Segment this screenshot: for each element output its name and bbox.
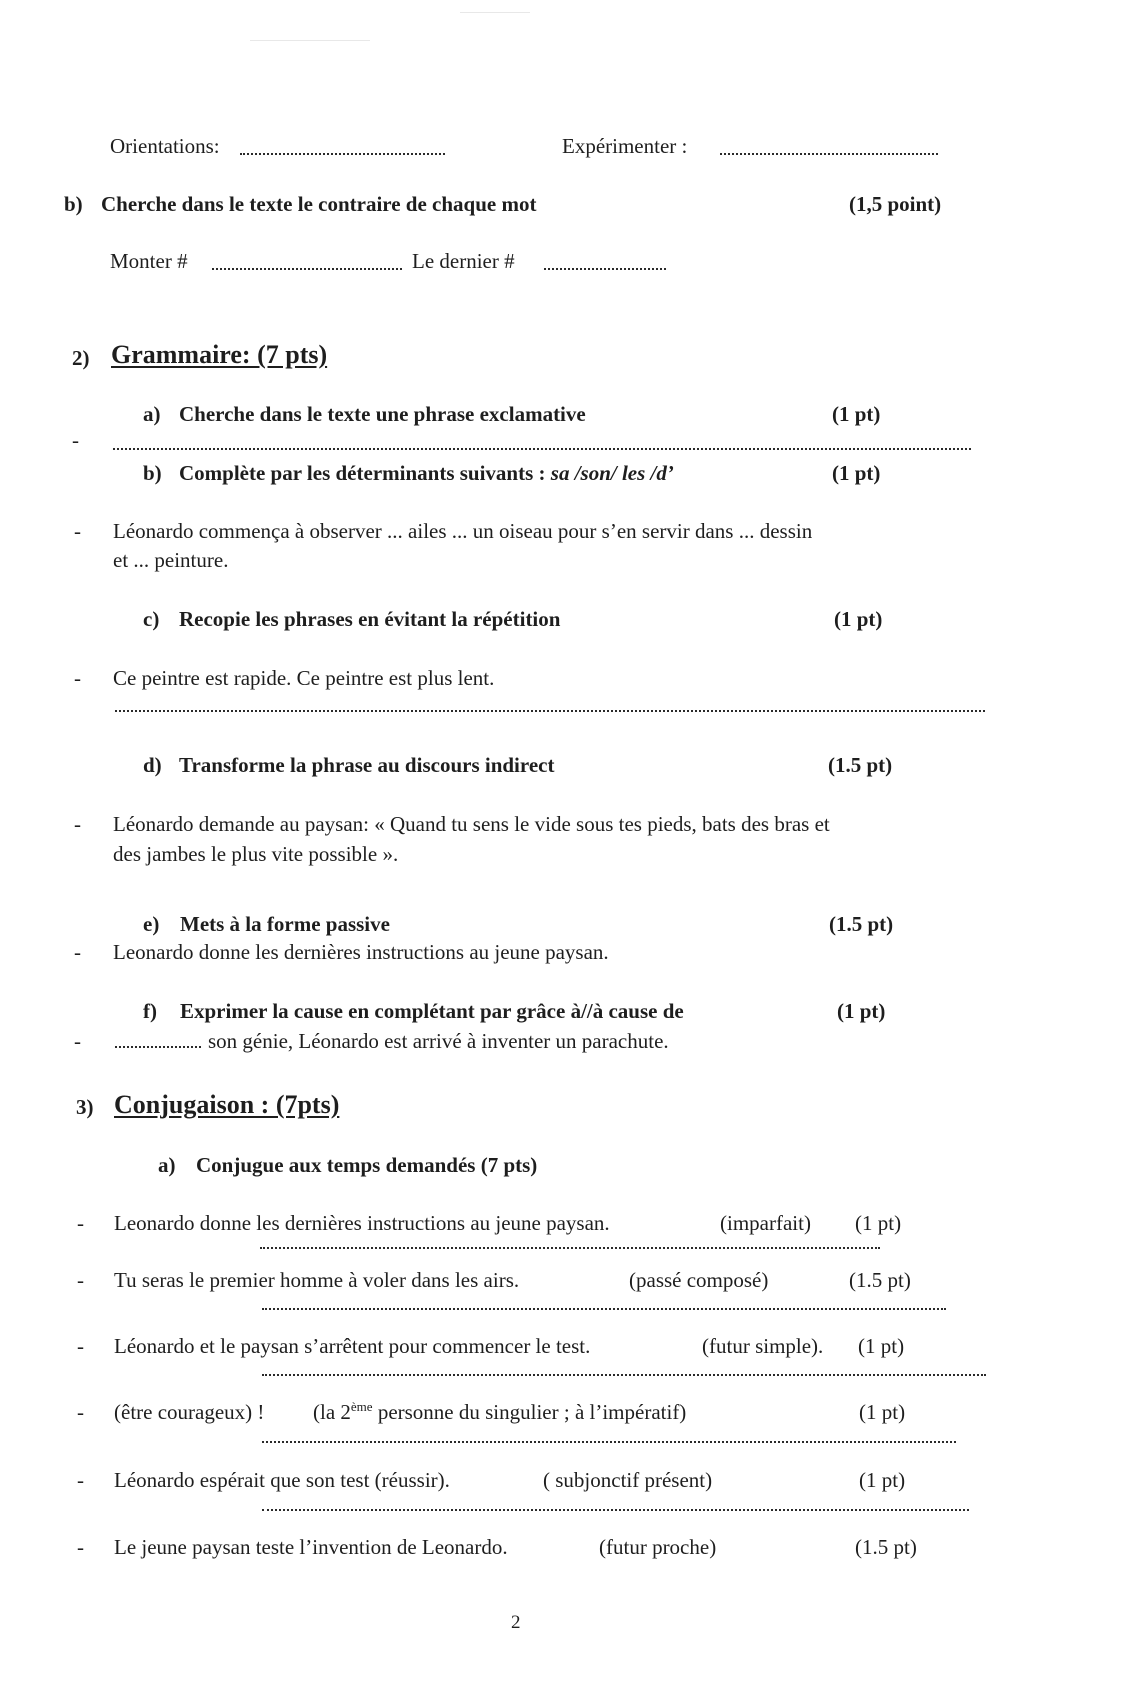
grammaire-c-answer-line xyxy=(115,710,985,712)
conj-item-3-text: Léonardo et le paysan s’arrêtent pour commencer le test. xyxy=(114,1334,591,1358)
grammaire-d-points: (1.5 pt) xyxy=(828,753,893,777)
item-dash: - xyxy=(74,519,81,543)
grammaire-d-line2: des jambes le plus vite possible ». xyxy=(113,842,399,866)
grammaire-e-label: e) xyxy=(143,912,160,936)
item-dash: - xyxy=(74,666,81,690)
grammaire-f-answer-line xyxy=(115,1046,201,1048)
conjugaison-a-text: Conjugue aux temps demandés (7 pts) xyxy=(196,1153,538,1177)
conj-item-2-tense: (passé composé) xyxy=(629,1268,769,1292)
scan-artifact-top xyxy=(460,12,530,13)
grammaire-a-points: (1 pt) xyxy=(832,402,881,426)
conj-item-1-points: (1 pt) xyxy=(855,1211,902,1235)
item-dash: - xyxy=(74,940,81,964)
item-dash: - xyxy=(77,1211,84,1235)
item-dash: - xyxy=(77,1535,84,1559)
grammaire-b-label: b) xyxy=(143,461,162,485)
orientations-answer-line xyxy=(240,153,445,155)
conjugaison-title: Conjugaison : (7pts) xyxy=(114,1090,340,1119)
orientations-label: Orientations: xyxy=(110,134,220,158)
conj-item-4-tense-post: personne du singulier ; à l’impératif) xyxy=(372,1400,687,1424)
conj-item-1-answer-line xyxy=(260,1247,880,1249)
conj-item-5-tense: ( subjonctif présent) xyxy=(543,1468,713,1492)
grammaire-d-line1: Léonardo demande au paysan: « Quand tu sens le vide sous tes pieds, bats des bras et xyxy=(113,812,830,836)
conj-item-4-tense-pre: (la 2 xyxy=(313,1400,351,1424)
grammaire-a-text: Cherche dans le texte une phrase exclamative xyxy=(179,402,586,426)
item-dash: - xyxy=(74,1029,81,1053)
conj-item-2-answer-line xyxy=(262,1308,946,1310)
q1b-label: b) xyxy=(64,192,83,216)
conj-item-4-answer-line xyxy=(262,1441,956,1443)
conj-item-5-points: (1 pt) xyxy=(859,1468,906,1492)
page-number: 2 xyxy=(511,1612,521,1633)
grammaire-f-sentence: son génie, Léonardo est arrivé à inventer un parachute. xyxy=(208,1029,669,1053)
grammaire-f-label: f) xyxy=(143,999,157,1023)
item-dash: - xyxy=(77,1334,84,1358)
opposite-word-1: Monter # xyxy=(110,249,188,273)
item-dash: - xyxy=(74,812,81,836)
grammaire-a-answer-line xyxy=(113,448,971,450)
grammaire-f-points: (1 pt) xyxy=(837,999,886,1023)
answer-dash: - xyxy=(72,428,79,452)
conj-item-4-points: (1 pt) xyxy=(859,1400,906,1424)
conj-item-1-text: Leonardo donne les dernières instructions au jeune paysan. xyxy=(114,1211,610,1235)
grammaire-a-label: a) xyxy=(143,402,161,426)
conj-item-4-tense xyxy=(313,1400,686,1425)
conj-item-4-tense-sup: ème xyxy=(350,1399,373,1414)
item-dash: - xyxy=(77,1400,84,1424)
conj-item-5-answer-line xyxy=(262,1509,969,1511)
conj-item-2-points: (1.5 pt) xyxy=(849,1268,911,1292)
q1b-points: (1,5 point) xyxy=(849,192,942,216)
grammaire-b-instruction: Complète par les déterminants suivants : xyxy=(179,461,551,485)
grammaire-b-points: (1 pt) xyxy=(832,461,881,485)
opposite-answer-1 xyxy=(212,268,402,270)
grammaire-b-text xyxy=(179,461,674,485)
conj-item-1-tense: (imparfait) xyxy=(720,1211,811,1235)
grammaire-e-points: (1.5 pt) xyxy=(829,912,894,936)
grammaire-b-line1: Léonardo commença à observer ... ailes ... un oiseau pour s’en servir dans ... dessin xyxy=(113,519,813,543)
conj-item-5-text: Léonardo espérait que son test (réussir). xyxy=(114,1468,450,1492)
conj-item-3-points: (1 pt) xyxy=(858,1334,905,1358)
grammaire-b-determinants: sa /son/ les /d’ xyxy=(550,461,674,485)
grammaire-d-label: d) xyxy=(143,753,162,777)
grammaire-c-text: Recopie les phrases en évitant la répétition xyxy=(179,607,561,631)
q1b-title: Cherche dans le texte le contraire de chaque mot xyxy=(101,192,537,216)
grammaire-e-sentence: Leonardo donne les dernières instructions au jeune paysan. xyxy=(113,940,609,964)
grammaire-c-sentence: Ce peintre est rapide. Ce peintre est plus lent. xyxy=(113,666,495,690)
experimenter-answer-line xyxy=(720,153,938,155)
conjugaison-number: 3) xyxy=(76,1095,94,1119)
grammaire-b-line2: et ... peinture. xyxy=(113,548,229,572)
grammaire-d-text: Transforme la phrase au discours indirect xyxy=(179,753,555,777)
item-dash: - xyxy=(77,1468,84,1492)
grammaire-e-text: Mets à la forme passive xyxy=(180,912,390,936)
item-dash: - xyxy=(77,1268,84,1292)
opposite-answer-2 xyxy=(544,268,666,270)
conj-item-3-answer-line xyxy=(262,1374,986,1376)
grammaire-c-label: c) xyxy=(143,607,160,631)
conj-item-6-points: (1.5 pt) xyxy=(855,1535,917,1559)
grammaire-c-points: (1 pt) xyxy=(834,607,883,631)
grammaire-number: 2) xyxy=(72,346,90,370)
experimenter-label: Expérimenter : xyxy=(562,134,688,158)
conj-item-6-text: Le jeune paysan teste l’invention de Leonardo. xyxy=(114,1535,508,1559)
conj-item-4-text: (être courageux) ! xyxy=(114,1400,265,1424)
grammaire-title: Grammaire: (7 pts) xyxy=(111,340,328,369)
conjugaison-a-label: a) xyxy=(158,1153,176,1177)
conj-item-2-text: Tu seras le premier homme à voler dans les airs. xyxy=(114,1268,520,1292)
conj-item-6-tense: (futur proche) xyxy=(599,1535,717,1559)
conj-item-3-tense: (futur simple). xyxy=(702,1334,824,1358)
grammaire-f-text: Exprimer la cause en complétant par grâce à//à cause de xyxy=(180,999,684,1023)
scan-artifact-top xyxy=(250,40,370,41)
opposite-word-2: Le dernier # xyxy=(412,249,515,273)
